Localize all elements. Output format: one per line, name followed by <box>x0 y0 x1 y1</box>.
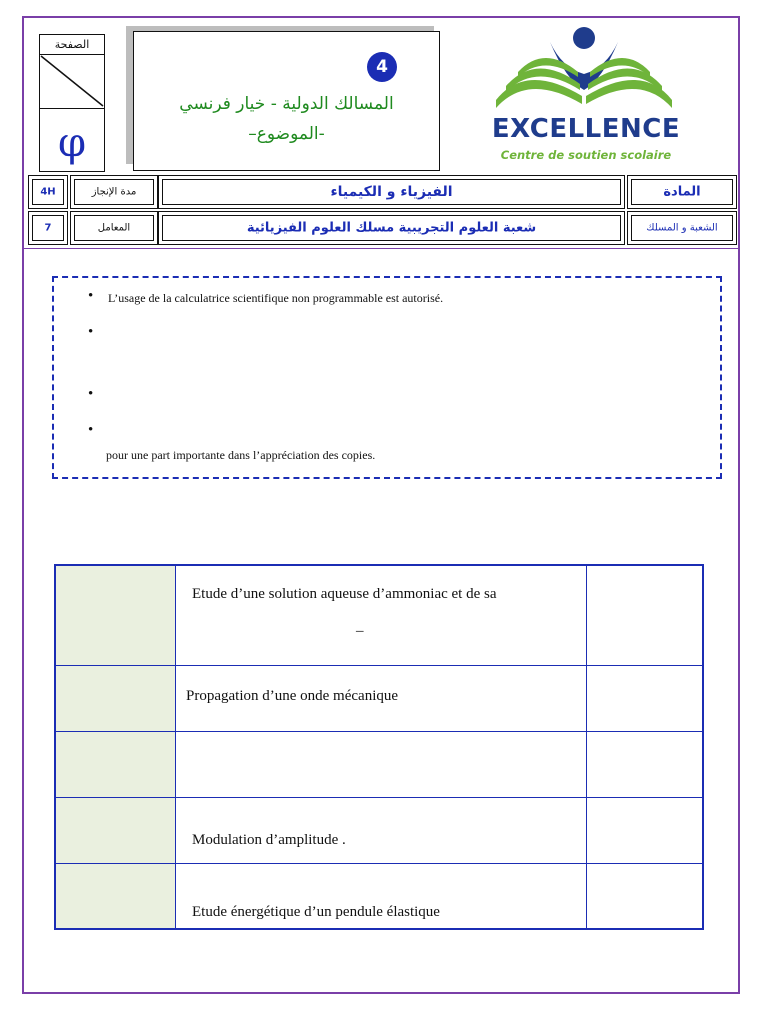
title-box <box>133 31 440 171</box>
exam-number-badge: 4 <box>367 52 397 82</box>
subject-label: المادة <box>663 184 701 200</box>
logo-wordmark: EXCELLENCE <box>491 114 681 144</box>
duration-label-cell <box>70 175 158 209</box>
topics-table <box>54 564 704 930</box>
page-number-box <box>39 34 105 172</box>
header-separator <box>22 248 740 249</box>
topic-title: Etude énergétique d’un pendule élastique <box>192 904 440 920</box>
bullet-icon: • <box>88 386 94 402</box>
table-row <box>176 798 587 864</box>
coef-value-cell <box>28 211 68 245</box>
bullet-icon: • <box>88 288 94 304</box>
table-row-right <box>587 864 702 928</box>
diagonal-line <box>40 55 104 107</box>
track-label-cell <box>627 211 737 245</box>
table-row-left <box>56 798 176 864</box>
page-number-cell <box>40 55 104 109</box>
table-row-left <box>56 666 176 732</box>
table-row-right <box>587 732 702 798</box>
logo-subtitle: Centre de soutien scolaire <box>500 148 672 162</box>
exam-subtitle: -الموضوع– <box>248 124 325 144</box>
subject-label-cell <box>627 175 737 209</box>
page-label: الصفحة <box>40 35 104 55</box>
coef-label: المعامل <box>97 222 131 234</box>
table-row-left <box>56 566 176 666</box>
subject-value: الفيزياء و الكيمياء <box>330 184 453 200</box>
instruction-tail: pour une part importante dans l’appréciation des copies. <box>106 448 376 462</box>
table-row <box>176 566 587 666</box>
instructions-box <box>52 276 722 479</box>
table-row <box>176 864 587 928</box>
topic-extra: – <box>356 623 364 639</box>
bullet-icon: • <box>88 422 94 438</box>
table-row-left <box>56 732 176 798</box>
track-value: شعبة العلوم التجريبية مسلك العلوم الفيزيائية <box>246 220 537 236</box>
table-row <box>176 732 587 798</box>
table-row-right <box>587 666 702 732</box>
table-row-left <box>56 864 176 928</box>
duration-value-cell <box>28 175 68 209</box>
topic-title: Etude d’une solution aqueuse d’ammoniac et de sa <box>192 586 497 602</box>
topic-title: Propagation d’une onde mécanique <box>186 688 399 704</box>
excellence-logo <box>466 22 706 172</box>
duration-value: 4H <box>40 186 56 198</box>
track-value-cell <box>158 211 625 245</box>
topic-title: Modulation d’amplitude . <box>192 832 346 848</box>
book-logo-icon <box>466 22 706 117</box>
instruction-item: L’usage de la calculatrice scientifique non programmable est autorisé. <box>108 291 444 305</box>
table-row-right <box>587 566 702 666</box>
duration-label: مدة الإنجاز <box>91 186 137 198</box>
track-label: الشعبة و المسلك <box>646 222 718 234</box>
coef-label-cell <box>70 211 158 245</box>
table-row <box>176 666 587 732</box>
table-row-right <box>587 798 702 864</box>
exam-title: المسالك الدولية - خيار فرنسي <box>179 94 394 114</box>
bullet-icon: • <box>88 324 94 340</box>
subject-value-cell <box>158 175 625 209</box>
coef-value: 7 <box>44 222 52 234</box>
page-symbol: φ <box>57 120 86 166</box>
